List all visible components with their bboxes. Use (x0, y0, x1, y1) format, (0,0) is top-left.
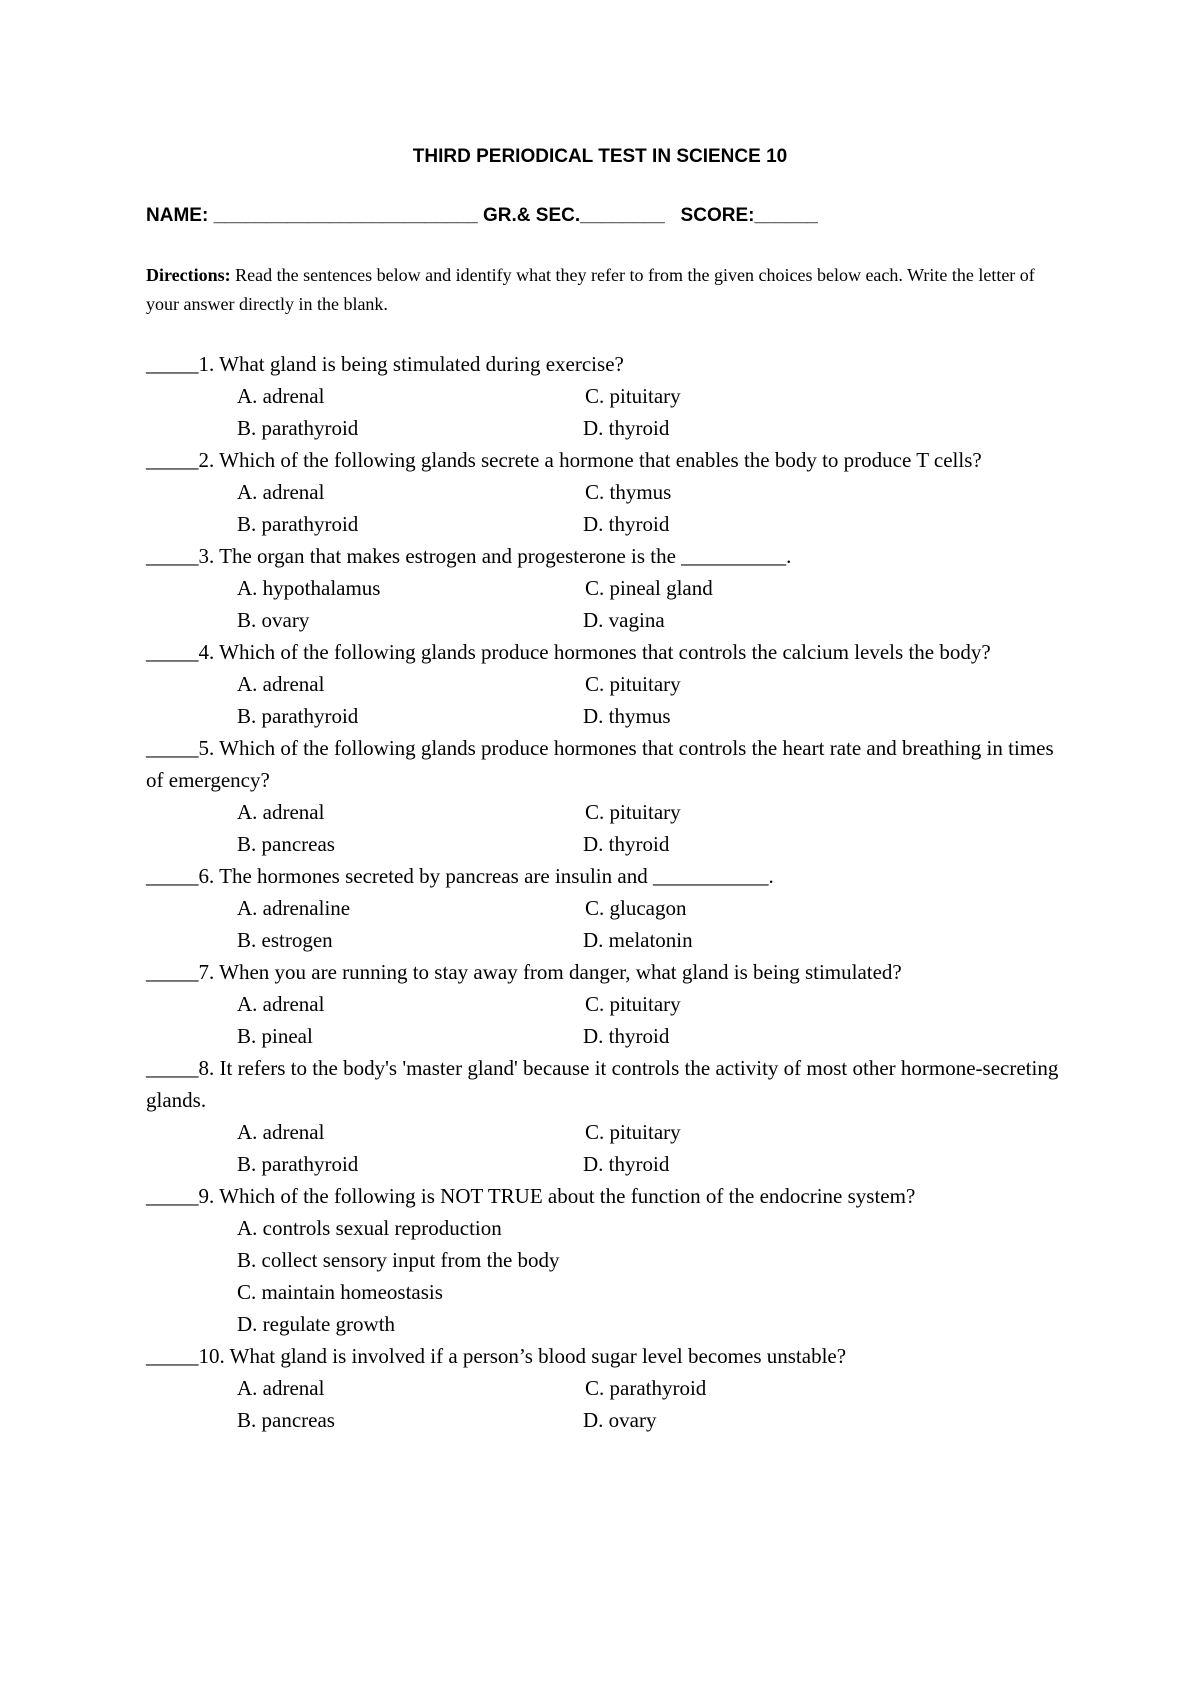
choice-d: D. thyroid (583, 832, 670, 856)
choices (146, 380, 1066, 444)
choice-c: C. maintain homeostasis (237, 1280, 443, 1304)
question-8 (146, 1052, 1066, 1180)
score-blank: ______ (754, 205, 818, 226)
choices (146, 476, 1066, 540)
choice-a: A. hypothalamus (237, 576, 381, 600)
question-text: _____1. What gland is being stimulated during exercise? (146, 352, 624, 376)
choice-b: B. collect sensory input from the body (237, 1248, 560, 1272)
choices (146, 796, 1066, 860)
question-text: _____8. It refers to the body's 'master gland' because it controls the activity of most other hormone-secreting glands. (146, 1056, 1059, 1112)
choice-d: D. thymus (583, 704, 671, 728)
name-label: NAME: (146, 205, 209, 226)
choices (146, 1116, 1066, 1180)
choice-d: D. vagina (583, 608, 665, 632)
choice-d: D. regulate growth (237, 1312, 396, 1336)
choices (146, 1372, 1066, 1436)
choice-a: A. adrenal (237, 800, 325, 824)
choices (146, 1212, 1066, 1340)
question-text: _____7. When you are running to stay away from danger, what gland is being stimulated? (146, 960, 902, 984)
question-1 (146, 348, 1066, 444)
section-blank: ________ (580, 205, 665, 226)
choices (146, 572, 1066, 636)
question-text: _____3. The organ that makes estrogen and progesterone is the __________. (146, 544, 792, 568)
choice-a: A. adrenal (237, 672, 325, 696)
question-text: _____4. Which of the following glands produce hormones that controls the calcium levels the body? (146, 640, 991, 664)
question-text: _____9. Which of the following is NOT TRUE about the function of the endocrine system? (146, 1184, 916, 1208)
choice-c: C. pituitary (585, 384, 681, 408)
choice-a: A. adrenaline (237, 896, 351, 920)
choice-a: A. adrenal (237, 1376, 325, 1400)
question-text: _____10. What gland is involved if a person’s blood sugar level becomes unstable? (146, 1344, 847, 1368)
question-9 (146, 1180, 1066, 1340)
choice-a: A. controls sexual reproduction (237, 1216, 502, 1240)
choice-a: A. adrenal (237, 1120, 325, 1144)
choice-c: C. pituitary (585, 672, 681, 696)
question-text: _____2. Which of the following glands secrete a hormone that enables the body to produce T cells? (146, 448, 982, 472)
question-4 (146, 636, 1066, 732)
choice-c: C. pineal gland (585, 576, 713, 600)
choice-b: B. parathyroid (237, 704, 359, 728)
choice-d: D. ovary (583, 1408, 657, 1432)
directions-text: Read the sentences below and identify what they refer to from the given choices below each. Write the letter of your answer directly in the blank. (146, 265, 1035, 314)
page-title: THIRD PERIODICAL TEST IN SCIENCE 10 (412, 146, 788, 167)
directions (146, 261, 1046, 319)
choices (146, 892, 1066, 956)
choices (146, 668, 1066, 732)
choice-a: A. adrenal (237, 480, 325, 504)
choice-a: A. adrenal (237, 992, 325, 1016)
choice-d: D. thyroid (583, 1152, 670, 1176)
question-list (146, 348, 1066, 1436)
choices (146, 988, 1066, 1052)
question-text: _____5. Which of the following glands produce hormones that controls the heart rate and breathing in times of emergency? (146, 736, 1054, 792)
choice-b: B. pancreas (237, 1408, 335, 1432)
question-7 (146, 956, 1066, 1052)
question-10 (146, 1340, 1066, 1436)
choice-c: C. pituitary (585, 1120, 681, 1144)
question-6 (146, 860, 1066, 956)
choice-b: B. parathyroid (237, 512, 359, 536)
choice-b: B. parathyroid (237, 1152, 359, 1176)
choice-d: D. thyroid (583, 512, 670, 536)
choice-c: C. pituitary (585, 992, 681, 1016)
section-label: GR.& SEC. (483, 205, 581, 226)
question-text: _____6. The hormones secreted by pancreas are insulin and ___________. (146, 864, 774, 888)
choice-b: B. pancreas (237, 832, 335, 856)
choice-c: C. pituitary (585, 800, 681, 824)
question-3 (146, 540, 1066, 636)
choice-b: B. ovary (237, 608, 310, 632)
choice-c: C. thymus (585, 480, 672, 504)
question-5 (146, 732, 1066, 860)
choice-d: D. melatonin (583, 928, 693, 952)
directions-label: Directions: (146, 265, 231, 285)
question-2 (146, 444, 1066, 540)
choice-b: B. parathyroid (237, 416, 359, 440)
student-info-line (146, 205, 818, 227)
choice-a: A. adrenal (237, 384, 325, 408)
score-label: SCORE: (680, 205, 755, 226)
choice-c: C. parathyroid (585, 1376, 707, 1400)
choice-b: B. pineal (237, 1024, 313, 1048)
choice-d: D. thyroid (583, 416, 670, 440)
choice-c: C. glucagon (585, 896, 687, 920)
name-blank: _________________________ (213, 205, 478, 226)
choice-d: D. thyroid (583, 1024, 670, 1048)
choice-b: B. estrogen (237, 928, 333, 952)
